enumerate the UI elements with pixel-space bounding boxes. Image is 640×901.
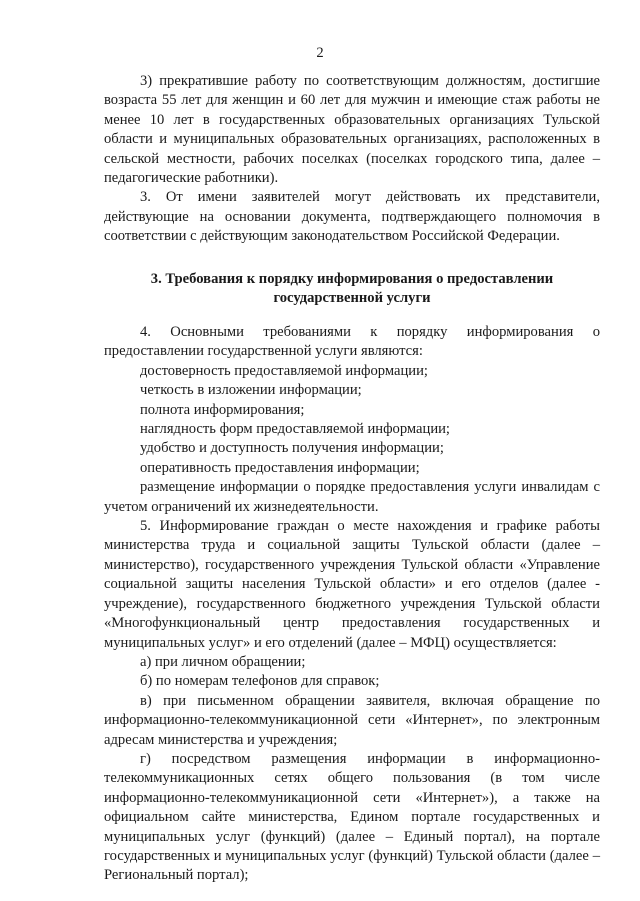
requirement-item: удобство и доступность получения информации; <box>140 440 444 457</box>
method-b: б) по номерам телефонов для справок; <box>140 673 380 690</box>
paragraph-4: 4. Основными требованиями к порядку информирования о предоставлении государственной услуги являются: <box>104 324 600 360</box>
requirement-item: четкость в изложении информации; <box>140 382 362 399</box>
method-a: а) при личном обращении; <box>140 653 306 670</box>
method-v: в) при письменном обращении заявителя, включая обращение по информационно-телекоммуникационной сети «Интернет», по электронным адресам министерства и учреждения; <box>104 692 600 748</box>
intro-block <box>104 72 600 247</box>
section-heading-line-2: государственной услуги <box>273 290 431 307</box>
section-3-body <box>104 323 600 886</box>
page-number: 2 <box>316 45 324 61</box>
requirement-item: наглядность форм предоставляемой информации; <box>140 421 450 438</box>
section-heading-line-1: 3. Требования к порядку информирования о предоставлении <box>150 271 554 287</box>
requirement-item: достоверность предоставляемой информации; <box>140 362 428 379</box>
section-3-heading <box>104 270 600 309</box>
paragraph-3-representatives: 3. От имени заявителей могут действовать их представители, действующие на основании документа, подтверждающего полномочия в соответствии с действующим законодательством Российской Федерации. <box>104 189 600 245</box>
requirement-item: полнота информирования; <box>140 401 305 418</box>
paragraph-5: 5. Информирование граждан о месте нахождения и графике работы министерства труда и социальной защиты Тульской области (далее – министерство), государственного учреждения Тульской области «Управление социальной защиты населения Тульской области» и его отделов (далее - учреждение), государственного бюджетного учреждения Тульской области «Многофункциональный центр предоставления государственных и муниципальных услуг» и его отделений (далее – МФЦ) осуществляется: <box>104 518 600 651</box>
requirement-item-disabled: размещение информации о порядке предоставления услуги инвалидам с учетом ограничений их жизнедеятельности. <box>104 479 600 515</box>
paragraph-item-3: 3) прекратившие работу по соответствующим должностям, достигшие возраста 55 лет для женщин и 60 лет для мужчин и имеющие стаж работы не менее 10 лет в государственных образовательных организациях Тульской области и муниципальных образовательных организациях, расположенных в сельской местности, рабочих поселках (поселках городского типа, далее – педагогические работники). <box>104 73 600 187</box>
requirement-item: оперативность предоставления информации; <box>140 459 420 476</box>
method-g: г) посредством размещения информации в информационно-телекоммуникационных сетях общего пользования (в том числе информационно-телекоммуникационной сети «Интернет»), а также на официальном сайте министерства, Едином портале государственных и муниципальных услуг (функций) (далее – Единый портал), на портале государственных и муниципальных услуг (функций) Тульской области (далее – Региональный портал); <box>104 750 600 884</box>
